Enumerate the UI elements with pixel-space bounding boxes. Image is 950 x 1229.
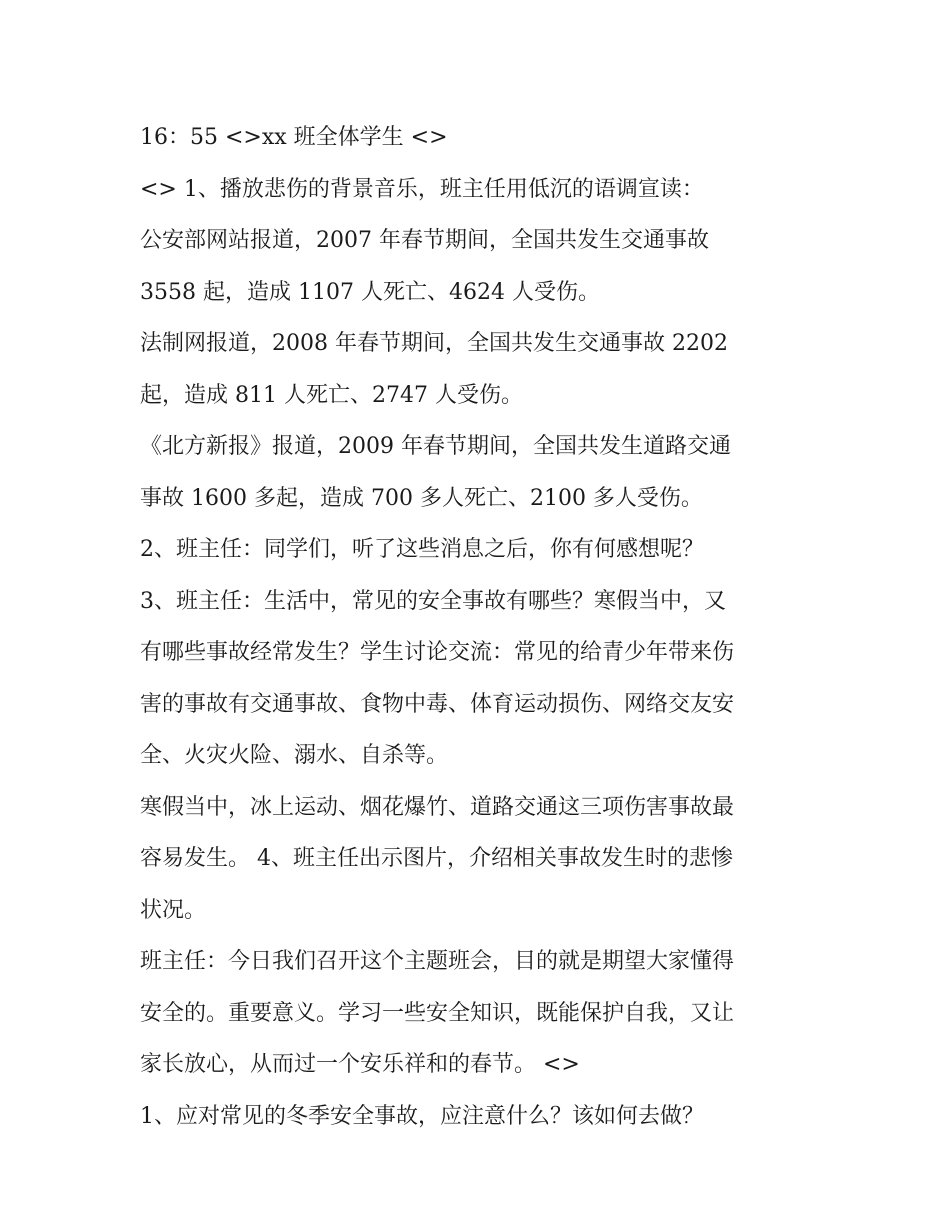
text-line: 《北方新报》报道，2009 年春节期间，全国共发生道路交通 xyxy=(140,434,731,459)
text-line: 状况。 xyxy=(140,897,207,923)
text-line: 16：55 <>xx 班全体学生 <> xyxy=(140,125,448,150)
text-line: 寒假当中，冰上运动、烟花爆竹、道路交通这三项伤害事故最 xyxy=(140,794,735,820)
text-line: 起，造成 811 人死亡、2747 人受伤。 xyxy=(140,382,523,408)
text-line: 3558 起，造成 1107 人死亡、4624 人受伤。 xyxy=(140,279,600,305)
text-line: 全、火灾火险、溺水、自杀等。 xyxy=(140,743,449,768)
text-line: 法制网报道，2008 年春节期间，全国共发生交通事故 2202 xyxy=(140,331,728,356)
document-body xyxy=(140,112,820,1142)
text-line: 容易发生。 4、班主任出示图片，介绍相关事故发生时的悲惨 xyxy=(140,846,733,871)
text-line: <> 1、播放悲伤的背景音乐，班主任用低沉的语调宣读： xyxy=(140,176,704,202)
text-line: 家长放心，从而过一个安乐祥和的春节。 <> xyxy=(140,1052,580,1077)
text-line: 害的事故有交通事故、食物中毒、体育运动损伤、网络交友安 xyxy=(140,691,735,717)
text-line: 事故 1600 多起，造成 700 多人死亡、2100 多人受伤。 xyxy=(140,485,703,511)
text-line: 1、应对常见的冬季安全事故，应注意什么？该如何去做？ xyxy=(140,1103,704,1129)
text-line: 班主任：今日我们召开这个主题班会，目的就是期望大家懂得 xyxy=(140,949,735,974)
text-line: 2、班主任：同学们，听了这些消息之后，你有何感想呢？ xyxy=(140,537,704,562)
text-line: 3、班主任：生活中，常见的安全事故有哪些？寒假当中，又 xyxy=(140,588,726,614)
text-line: 有哪些事故经常发生？学生讨论交流：常见的给青少年带来伤 xyxy=(140,640,735,665)
text-line: 安全的。重要意义。学习一些安全知识，既能保护自我，又让 xyxy=(140,1000,735,1026)
text-line: 公安部网站报道，2007 年春节期间，全国共发生交通事故 xyxy=(140,228,709,253)
